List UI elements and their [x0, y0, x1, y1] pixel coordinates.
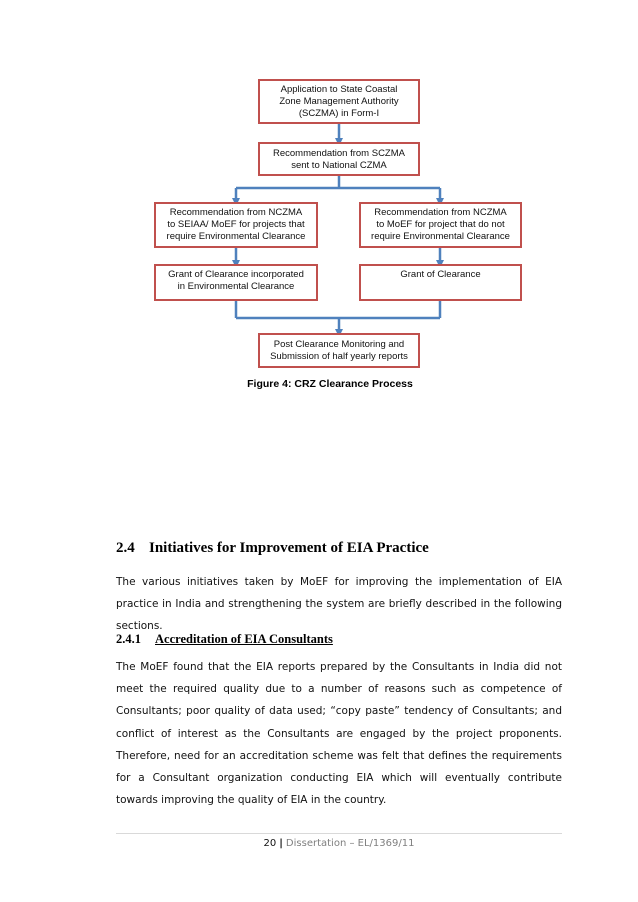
section-number: 2.4 — [116, 540, 135, 556]
section-intro-paragraph: The various initiatives taken by MoEF for improving the implementation of EIA practice in India and strengthening the system are briefly described in the following sections. — [116, 576, 562, 633]
page-number: 20 — [263, 838, 277, 849]
flow-box-right-recommendation: Recommendation from NCZMA to MoEF for project that do not require Environmental Clearance — [359, 202, 522, 248]
flow-box-recommendation-sczma: Recommendation from SCZMA sent to National CZMA — [258, 142, 420, 176]
page-footer — [116, 838, 562, 849]
flow-box-left-recommendation: Recommendation from NCZMA to SEIAA/ MoEF for projects that require Environmental Clearance — [154, 202, 318, 248]
section-title: Initiatives for Improvement of EIA Practice — [149, 540, 429, 556]
flow-box-right-grant: Grant of Clearance — [359, 264, 522, 301]
flow-box-left-grant: Grant of Clearance incorporated in Environmental Clearance — [154, 264, 318, 301]
section-heading — [116, 540, 429, 557]
subsection-title: Accreditation of EIA Consultants — [155, 632, 333, 646]
footer-divider — [116, 833, 562, 834]
flow-box-application: Application to State Coastal Zone Management Authority (SCZMA) in Form-I — [258, 79, 420, 124]
figure-caption: Figure 4: CRZ Clearance Process — [247, 378, 413, 390]
subsection-number: 2.4.1 — [116, 632, 141, 646]
subsection-body-paragraph: The MoEF found that the EIA reports prepared by the Consultants in India did not meet the required quality due to a number of reasons such as competence of Consultants; poor quality of data used; “copy paste” tendency of Consultants; and conflict of interest as the Consultants are engaged by the project proponents. Therefore, need for an accreditation scheme was felt that defines the requirements for a Consultant organization conducting EIA which will eventually contribute towards improving the quality of EIA in the country. — [116, 661, 562, 807]
footer-label: Dissertation – EL/1369/11 — [285, 838, 415, 849]
subsection-heading — [116, 632, 333, 647]
flow-box-post-clearance: Post Clearance Monitoring and Submission of half yearly reports — [258, 333, 420, 368]
footer-separator: | — [279, 838, 283, 849]
